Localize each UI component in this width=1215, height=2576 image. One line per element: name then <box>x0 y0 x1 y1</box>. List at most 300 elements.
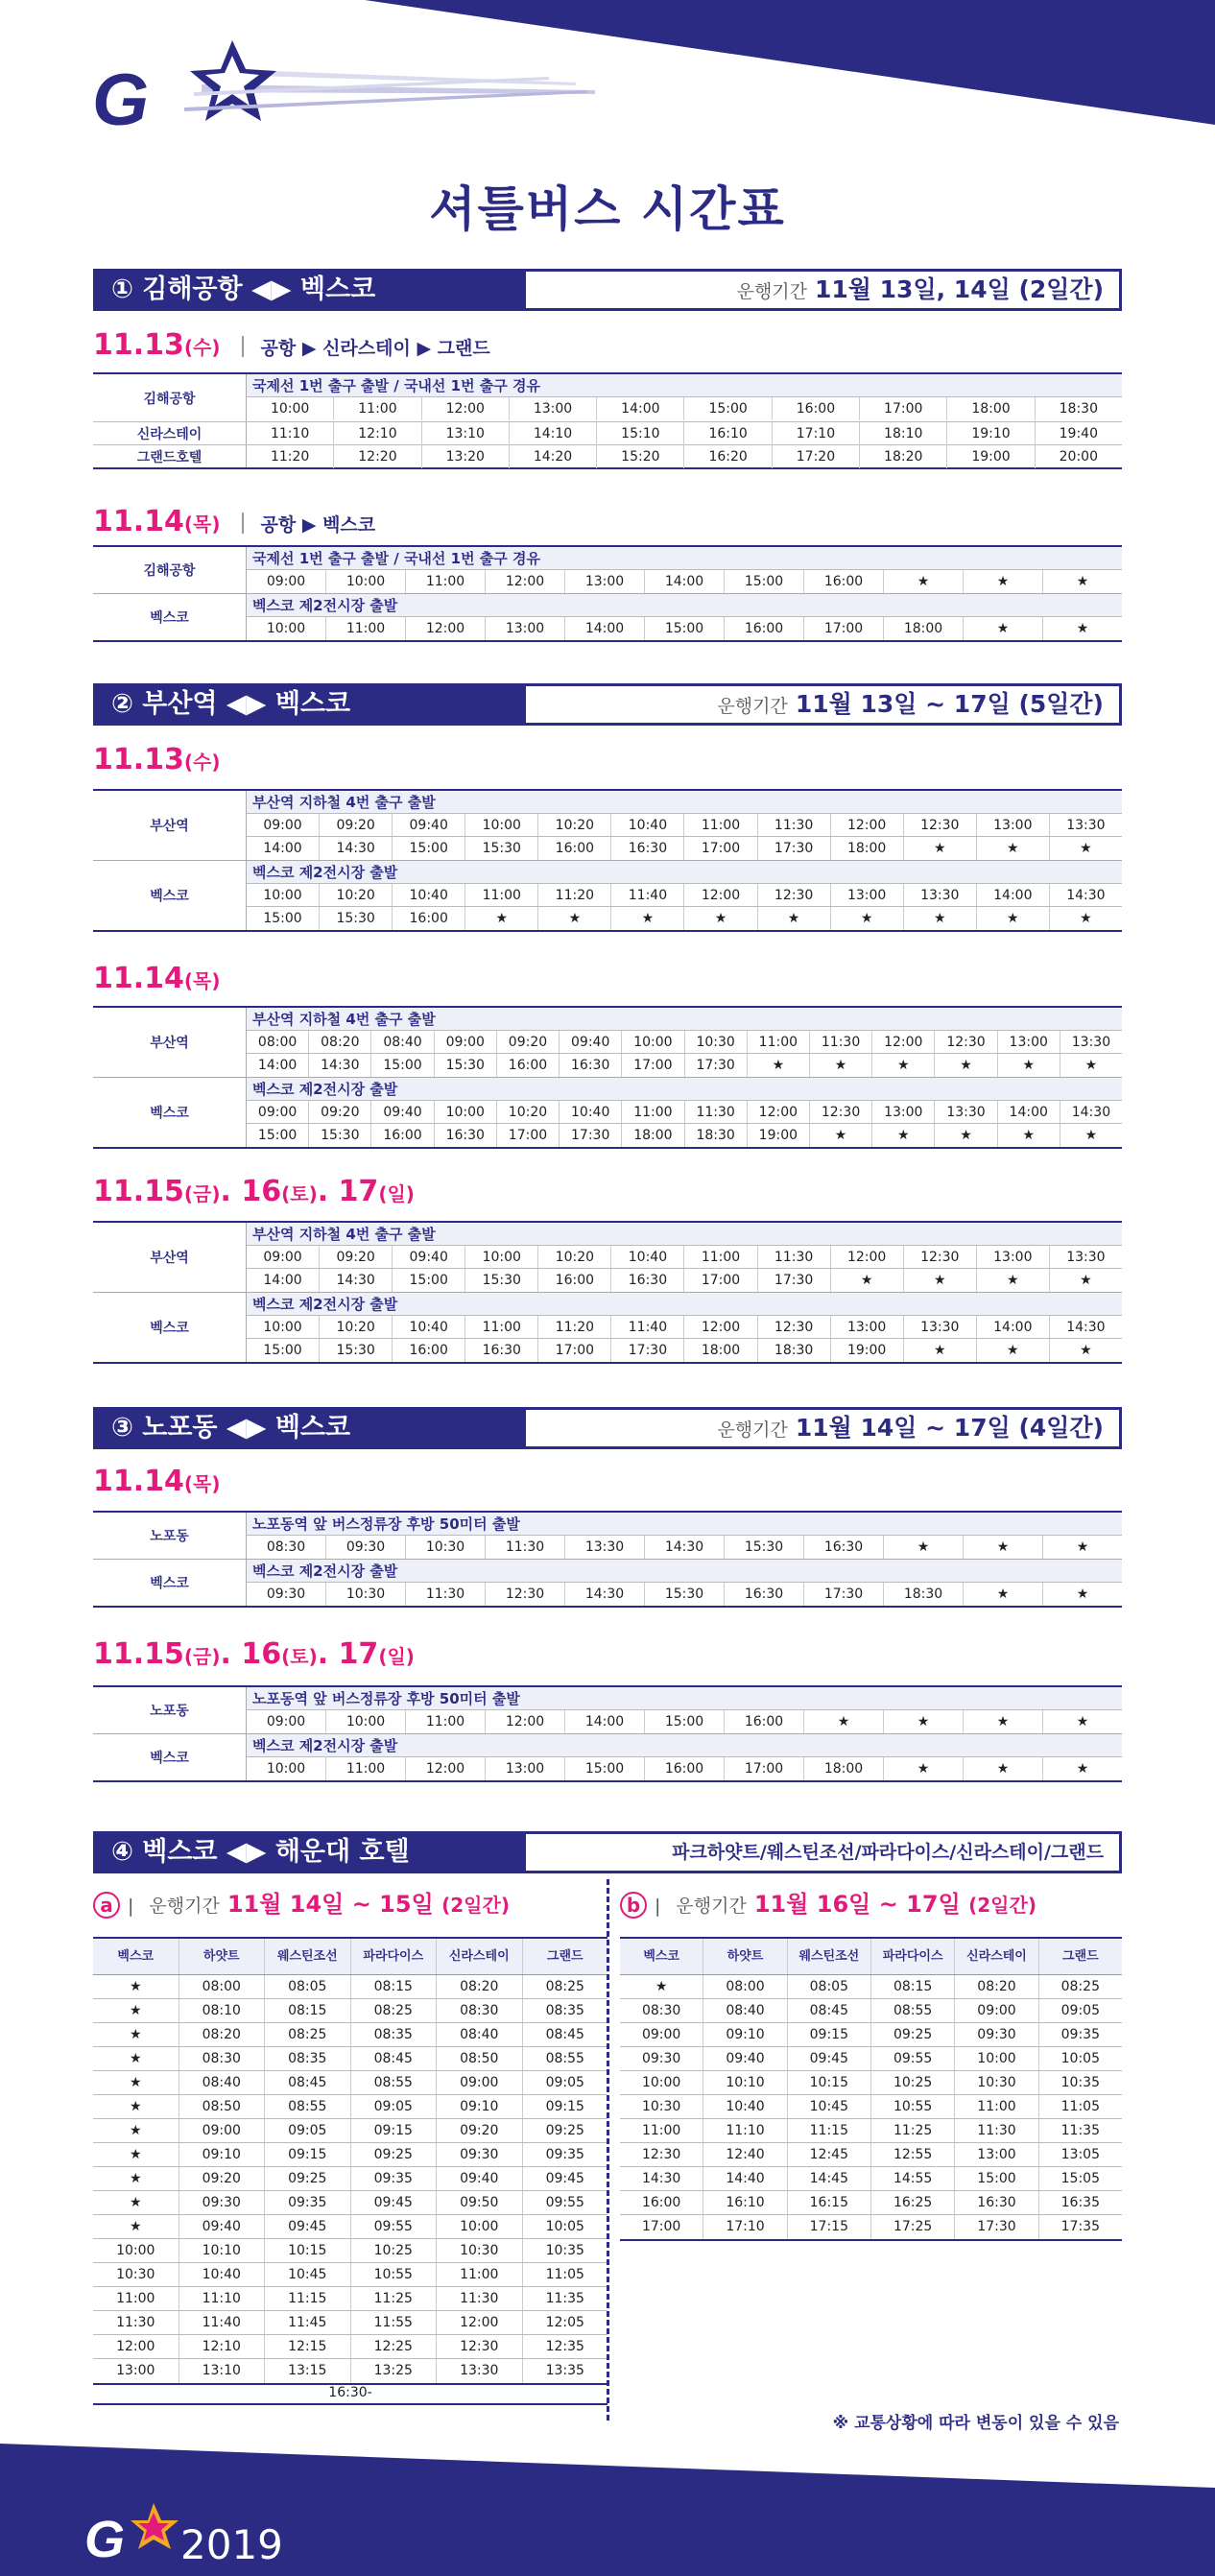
time-cell: 09:00 <box>955 1999 1038 2022</box>
time-cell: 10:15 <box>265 2239 351 2262</box>
time-cell: 12:00 <box>831 1246 904 1268</box>
date-heading: 11.15(금). 16(토). 17(일) <box>93 1175 415 1208</box>
time-cell: 10:45 <box>788 2095 871 2118</box>
station-label: 벡스코 <box>93 861 247 930</box>
table-header <box>620 1939 1122 1975</box>
time-cell: ★ <box>93 2143 179 2166</box>
time-cell: 14:00 <box>247 1269 320 1292</box>
time-cell: 13:00 <box>998 1031 1060 1053</box>
station-group <box>93 1733 1122 1780</box>
time-cell: 09:25 <box>545 2123 584 2138</box>
time-cell: 09:00 <box>247 1710 326 1733</box>
time-cell: 17:30 <box>804 1583 884 1606</box>
time-cell: 09:25 <box>871 2023 955 2046</box>
time-cell: 11:00 <box>93 2287 179 2310</box>
time-cell: 08:00 <box>703 1975 787 1998</box>
table-row <box>620 2119 1122 2143</box>
date-heading: 11.14(목) <box>93 962 221 995</box>
time-cell: 16:30 <box>725 1583 804 1606</box>
time-cell: 09:30 <box>437 2143 523 2166</box>
time-cell: 10:00 <box>247 1316 320 1338</box>
time-cell: 13:00 <box>955 2143 1038 2166</box>
time-cell: 10:40 <box>179 2263 266 2286</box>
time-cell: 10:40 <box>703 2095 787 2118</box>
time-cell: 13:00 <box>977 814 1050 836</box>
time-cell: 13:10 <box>179 2359 266 2383</box>
time-cell: 16:30 <box>611 1269 684 1292</box>
timetable-busan-1113 <box>93 789 1122 932</box>
time-cell: 10:55 <box>351 2263 438 2286</box>
time-cell: 09:05 <box>351 2095 438 2118</box>
time-cell: 09:00 <box>435 1031 497 1053</box>
time-cell: 14:00 <box>998 1101 1060 1123</box>
time-cell: 08:50 <box>437 2047 523 2070</box>
hotel-list: 파크하얏트/웨스틴조선/파라다이스/신라스테이/그랜드 <box>672 1842 1104 1863</box>
time-cell: 10:45 <box>265 2263 351 2286</box>
time-cell: 13:10 <box>422 422 510 445</box>
table-row <box>93 2191 608 2215</box>
time-cell: 13:00 <box>510 397 597 420</box>
time-cell: 18:30 <box>884 1583 964 1606</box>
time-cell: ★ <box>977 1339 1050 1362</box>
time-cell: ★ <box>465 907 538 930</box>
time-cell: 08:55 <box>265 2095 351 2118</box>
time-cell: 15:30 <box>320 1339 393 1362</box>
time-cell: 12:00 <box>684 884 757 906</box>
time-cell: 17:00 <box>497 1124 560 1147</box>
station-group <box>93 1687 1122 1733</box>
time-cell: 10:00 <box>620 2071 703 2094</box>
column-header: 신라스테이 <box>437 1939 523 1974</box>
time-cell: 15:00 <box>393 1269 465 1292</box>
time-cell: 09:40 <box>371 1101 434 1123</box>
time-cell: 10:40 <box>393 884 465 906</box>
time-cell: 11:30 <box>486 1536 565 1559</box>
table-row <box>620 1999 1122 2023</box>
time-cell: 12:55 <box>871 2143 955 2166</box>
station-label: 부산역 <box>93 1223 247 1292</box>
time-cell: 18:00 <box>804 1757 884 1780</box>
time-cell: ★ <box>1084 1058 1098 1073</box>
time-cell: 10:00 <box>955 2047 1038 2070</box>
time-cell: 08:25 <box>1060 1979 1100 1994</box>
time-cell: 14:30 <box>565 1583 645 1606</box>
time-cell: 15:00 <box>565 1757 645 1780</box>
time-cell: 18:00 <box>884 617 964 640</box>
time-cell: 16:30 <box>435 1124 497 1147</box>
time-cell: 10:40 <box>611 814 684 836</box>
column-header: 파라다이스 <box>871 1939 955 1974</box>
time-cell: 16:15 <box>788 2191 871 2214</box>
time-cell: 08:20 <box>955 1975 1038 1998</box>
time-row <box>247 617 1122 640</box>
time-cell: 15:00 <box>955 2167 1038 2190</box>
route-note: 벡스코 제2전시장 출발 <box>247 861 1122 884</box>
time-cell: 09:20 <box>497 1031 560 1053</box>
time-cell: 10:00 <box>435 1101 497 1123</box>
time-cell: ★ <box>748 1054 810 1077</box>
time-row <box>247 837 1122 860</box>
table-row <box>93 2239 608 2263</box>
time-cell: 09:40 <box>393 1246 465 1268</box>
time-row <box>247 907 1122 930</box>
time-cell: 12:45 <box>788 2143 871 2166</box>
dashed-divider <box>607 1879 609 2421</box>
column-header: 벡스코 <box>620 1939 703 1974</box>
column-header: 웨스틴조선 <box>265 1939 351 1974</box>
time-cell: 11:05 <box>1060 2099 1100 2114</box>
time-cell: 10:30 <box>326 1583 406 1606</box>
time-cell: 11:30 <box>685 1101 748 1123</box>
date-heading: 11.14(목) 공항 ▶ 벡스코 <box>93 505 376 538</box>
time-cell: 19:00 <box>831 1339 904 1362</box>
last-departure-note: 16:30- <box>93 2380 608 2405</box>
time-row <box>247 1269 1122 1292</box>
table-row <box>620 2095 1122 2119</box>
column-header: 파라다이스 <box>351 1939 438 1974</box>
time-cell: ★ <box>93 2095 179 2118</box>
time-row <box>247 1710 1122 1733</box>
page-title: 셔틀버스 시간표 <box>429 181 786 237</box>
time-cell: 11:00 <box>465 1316 538 1338</box>
section-gimhae <box>93 269 1122 311</box>
time-row <box>247 1246 1122 1269</box>
time-cell: 11:00 <box>326 1757 406 1780</box>
time-cell: 11:00 <box>437 2263 523 2286</box>
time-cell: 09:00 <box>437 2071 523 2094</box>
time-cell: 13:00 <box>486 1757 565 1780</box>
time-cell: 14:45 <box>788 2167 871 2190</box>
time-cell: 17:00 <box>620 2215 703 2239</box>
time-cell: 17:35 <box>1060 2219 1100 2234</box>
time-cell: 13:05 <box>1060 2147 1100 2162</box>
time-cell: 11:00 <box>406 1710 486 1733</box>
time-cell: 11:40 <box>179 2311 266 2334</box>
route-note: 국제선 1번 출구 출발 / 국내선 1번 출구 경유 <box>247 547 1122 570</box>
time-row <box>247 1054 1122 1077</box>
time-cell: 08:55 <box>871 1999 955 2022</box>
time-cell: 08:30 <box>437 1999 523 2022</box>
time-cell: 11:35 <box>1060 2123 1100 2138</box>
time-cell: 11:25 <box>871 2119 955 2142</box>
time-cell: 15:30 <box>320 907 393 930</box>
date-heading: 11.15(금). 16(토). 17(일) <box>93 1637 415 1671</box>
time-cell: ★ <box>93 1975 179 1998</box>
time-cell: 09:30 <box>620 2047 703 2070</box>
time-cell: 08:20 <box>179 2023 266 2046</box>
time-cell: 16:00 <box>804 570 884 593</box>
time-cell: 13:30 <box>565 1536 645 1559</box>
time-cell: 17:30 <box>955 2215 1038 2239</box>
time-cell: 10:25 <box>871 2071 955 2094</box>
column-header: 하얏트 <box>179 1939 266 1974</box>
table-row <box>93 2071 608 2095</box>
svg-text:2019: 2019 <box>180 2521 283 2568</box>
time-cell: 15:00 <box>247 1339 320 1362</box>
route-note: 국제선 1번 출구 출발 / 국내선 1번 출구 경유 <box>247 374 1122 397</box>
time-cell: 16:20 <box>684 445 772 468</box>
table-row <box>93 2311 608 2335</box>
time-row <box>247 1124 1122 1147</box>
station-label: 벡스코 <box>93 1078 247 1147</box>
table-row <box>93 2335 608 2359</box>
time-cell: 19:40 <box>1059 426 1098 441</box>
time-cell: 16:00 <box>645 1757 725 1780</box>
time-cell: 15:30 <box>465 1269 538 1292</box>
time-cell: ★ <box>93 2023 179 2046</box>
section-label: ③ 노포동 ◀▶ 벡스코 <box>96 1410 526 1446</box>
time-cell: ★ <box>884 1710 964 1733</box>
time-cell: 10:20 <box>538 814 611 836</box>
time-cell: 10:00 <box>326 1710 406 1733</box>
traffic-footnote: ※ 교통상황에 따라 변동이 있을 수 있음 <box>832 2414 1119 2433</box>
time-cell: 10:00 <box>93 2239 179 2262</box>
g-star-2019-logo-icon <box>84 2499 305 2568</box>
time-cell: ★ <box>831 1269 904 1292</box>
time-cell: 11:45 <box>265 2311 351 2334</box>
section-period: 운행기간 11월 14일 ~ 17일 (4일간) <box>717 1414 1104 1442</box>
time-cell: 17:00 <box>725 1757 804 1780</box>
time-cell: 08:15 <box>265 1999 351 2022</box>
time-cell: ★ <box>831 907 904 930</box>
time-cell: 16:00 <box>773 397 860 420</box>
time-row <box>247 1536 1122 1559</box>
time-cell: 13:30 <box>1066 1250 1106 1265</box>
time-cell: 14:30 <box>645 1536 725 1559</box>
time-cell: 12:30 <box>758 884 831 906</box>
time-cell: 08:45 <box>545 2027 584 2042</box>
time-cell: 12:00 <box>486 1710 565 1733</box>
route-note: 부산역 지하철 4번 출구 출발 <box>247 791 1122 814</box>
time-cell: 09:30 <box>326 1536 406 1559</box>
time-cell: 08:40 <box>703 1999 787 2022</box>
time-cell: ★ <box>977 837 1050 860</box>
route-note: 노포동역 앞 버스정류장 후방 50미터 출발 <box>247 1687 1122 1710</box>
time-cell: 14:00 <box>247 837 320 860</box>
time-cell: ★ <box>1076 574 1089 589</box>
time-cell: 08:45 <box>788 1999 871 2022</box>
time-cell: ★ <box>964 617 1043 640</box>
time-cell: ★ <box>1080 1273 1092 1288</box>
table-row <box>620 2047 1122 2071</box>
time-cell: 09:45 <box>265 2215 351 2238</box>
time-cell: ★ <box>758 907 831 930</box>
route-note: 벡스코 제2전시장 출발 <box>247 594 1122 617</box>
time-cell: 09:35 <box>545 2147 584 2162</box>
subtable-a-heading: a | 운행기간 11월 14일 ~ 15일 (2일간) <box>93 1889 510 1920</box>
time-cell: 15:00 <box>725 570 804 593</box>
time-cell: 13:25 <box>351 2359 438 2383</box>
time-cell: 12:25 <box>351 2335 438 2358</box>
time-cell: 17:10 <box>703 2215 787 2239</box>
time-cell: ★ <box>872 1124 935 1147</box>
time-cell: 12:20 <box>334 445 421 468</box>
time-cell: 16:35 <box>1060 2195 1100 2210</box>
time-cell: 13:30 <box>437 2359 523 2383</box>
time-cell: 12:35 <box>545 2339 584 2354</box>
time-cell: 13:00 <box>831 884 904 906</box>
time-cell: 11:00 <box>955 2095 1038 2118</box>
time-cell: 11:00 <box>748 1031 810 1053</box>
time-cell: 14:20 <box>510 445 597 468</box>
time-cell: ★ <box>872 1054 935 1077</box>
time-cell: 13:30 <box>1071 1035 1111 1050</box>
time-cell: 09:15 <box>351 2119 438 2142</box>
time-cell: 18:10 <box>860 422 947 445</box>
time-cell: ★ <box>810 1124 872 1147</box>
time-row-grand: 그랜드호텔 11:20 12:20 13:20 14:20 15:20 16:20 17:20 18:20 19:00 20:00 <box>93 444 1122 467</box>
time-cell: 14:30 <box>1066 1320 1106 1335</box>
time-cell: ★ <box>93 2215 179 2238</box>
timetable-nopo-1114 <box>93 1511 1122 1608</box>
section-label: ④ 벡스코 ◀▶ 해운대 호텔 <box>96 1834 526 1871</box>
time-cell: 09:20 <box>309 1101 371 1123</box>
time-cell: 13:20 <box>422 445 510 468</box>
time-cell: 16:00 <box>497 1054 560 1077</box>
table-row <box>93 1999 608 2023</box>
station-group <box>93 791 1122 860</box>
time-cell: 09:20 <box>320 1246 393 1268</box>
time-cell: 14:00 <box>565 617 645 640</box>
time-cell: 11:00 <box>684 814 757 836</box>
time-cell: 17:30 <box>611 1339 684 1362</box>
time-cell: 12:00 <box>437 2311 523 2334</box>
section-period: 운행기간 11월 13일 ~ 17일 (5일간) <box>717 690 1104 718</box>
time-cell: ★ <box>904 837 977 860</box>
time-cell: 15:00 <box>645 617 725 640</box>
time-cell: 11:20 <box>538 884 611 906</box>
time-cell: 13:00 <box>872 1101 935 1123</box>
time-cell: 11:00 <box>334 397 421 420</box>
timetable-gimhae-1114 <box>93 545 1122 642</box>
time-cell: 16:00 <box>725 1710 804 1733</box>
time-cell: 10:20 <box>320 1316 393 1338</box>
time-cell: 10:00 <box>247 884 320 906</box>
station-label: 벡스코 <box>93 594 247 640</box>
route-note: 부산역 지하철 4번 출구 출발 <box>247 1223 1122 1246</box>
time-cell: 17:10 <box>773 422 860 445</box>
time-cell: 16:00 <box>538 837 611 860</box>
station-group <box>93 593 1122 640</box>
route-note: 벡스코 제2전시장 출발 <box>247 1734 1122 1757</box>
time-cell: 12:00 <box>684 1316 757 1338</box>
time-cell: 11:10 <box>247 422 334 445</box>
time-cell: 08:30 <box>620 1999 703 2022</box>
time-cell: 11:25 <box>351 2287 438 2310</box>
table-row <box>620 1975 1122 1999</box>
table-row <box>93 2143 608 2167</box>
time-cell: 20:00 <box>1059 449 1098 465</box>
time-cell: 15:30 <box>645 1583 725 1606</box>
time-cell: 09:20 <box>320 814 393 836</box>
time-cell: 12:05 <box>545 2315 584 2330</box>
time-cell: ★ <box>884 1536 964 1559</box>
time-cell: 12:00 <box>748 1101 810 1123</box>
time-cell: 16:30 <box>804 1536 884 1559</box>
section-period: 운행기간 11월 13일, 14일 (2일간) <box>736 275 1104 303</box>
time-cell: 15:00 <box>393 837 465 860</box>
column-header: 웨스틴조선 <box>788 1939 871 1974</box>
time-cell: 15:30 <box>435 1054 497 1077</box>
time-cell: ★ <box>977 1269 1050 1292</box>
station-label: 김해공항 <box>93 374 247 421</box>
time-cell: ★ <box>1080 841 1092 856</box>
time-cell: 11:15 <box>788 2119 871 2142</box>
time-cell: 14:55 <box>871 2167 955 2190</box>
column-header: 그랜드 <box>546 1949 584 1964</box>
time-cell: 16:30 <box>955 2191 1038 2214</box>
time-cell: 18:20 <box>860 445 947 468</box>
time-cell: 19:10 <box>947 422 1035 445</box>
time-cell: 14:00 <box>645 570 725 593</box>
time-cell: 09:30 <box>247 1583 326 1606</box>
time-cell: 10:30 <box>93 2263 179 2286</box>
station-label: 벡스코 <box>93 1560 247 1606</box>
route-note: 벡스코 제2전시장 출발 <box>247 1078 1122 1101</box>
table-row <box>93 2095 608 2119</box>
time-cell: 12:30 <box>486 1583 565 1606</box>
table-row <box>620 2167 1122 2191</box>
time-cell: 08:45 <box>351 2047 438 2070</box>
time-row-shillastay: 신라스테이 11:10 12:10 13:10 14:10 15:10 16:10 17:10 18:10 19:10 19:40 <box>93 421 1122 444</box>
date-heading: 11.14(목) <box>93 1465 221 1498</box>
time-cell: 12:00 <box>406 617 486 640</box>
time-cell: ★ <box>684 907 757 930</box>
time-cell: 08:00 <box>247 1031 309 1053</box>
time-cell: ★ <box>804 1710 884 1733</box>
time-cell: 17:25 <box>871 2215 955 2239</box>
time-row <box>247 884 1122 907</box>
time-cell: 08:40 <box>179 2071 266 2094</box>
time-cell: 12:40 <box>703 2143 787 2166</box>
time-cell: 18:00 <box>684 1339 757 1362</box>
time-cell: 10:00 <box>247 1757 326 1780</box>
time-cell: 12:30 <box>437 2335 523 2358</box>
time-cell: 12:10 <box>179 2335 266 2358</box>
time-cell: 09:40 <box>179 2215 266 2238</box>
station-label: 부산역 <box>93 791 247 860</box>
station-group <box>93 1559 1122 1606</box>
time-cell: 09:40 <box>393 814 465 836</box>
time-cell: 16:00 <box>620 2191 703 2214</box>
time-cell: 16:30 <box>611 837 684 860</box>
time-cell: 11:30 <box>810 1031 872 1053</box>
time-cell: 12:00 <box>93 2335 179 2358</box>
time-cell: 13:30 <box>904 1316 977 1338</box>
time-cell: 12:30 <box>620 2143 703 2166</box>
svg-text:G: G <box>84 2511 126 2568</box>
time-cell: 18:30 <box>685 1124 748 1147</box>
time-cell: 14:00 <box>977 884 1050 906</box>
time-cell: ★ <box>538 907 611 930</box>
time-cell: 08:40 <box>371 1031 434 1053</box>
time-cell: 09:40 <box>560 1031 622 1053</box>
time-cell: ★ <box>884 570 964 593</box>
time-cell: 13:15 <box>265 2359 351 2383</box>
time-cell: ★ <box>620 1975 703 1998</box>
time-cell: ★ <box>964 1536 1043 1559</box>
time-cell: 18:00 <box>947 397 1035 420</box>
time-cell: 12:30 <box>935 1031 997 1053</box>
time-cell: 09:05 <box>265 2119 351 2142</box>
time-cell: 14:10 <box>510 422 597 445</box>
time-cell: ★ <box>1084 1128 1098 1143</box>
time-cell: 17:00 <box>684 837 757 860</box>
route-note: 부산역 지하철 4번 출구 출발 <box>247 1008 1122 1031</box>
time-cell: 11:40 <box>611 1316 684 1338</box>
time-cell: 10:00 <box>326 570 406 593</box>
time-cell: 08:55 <box>545 2051 584 2066</box>
